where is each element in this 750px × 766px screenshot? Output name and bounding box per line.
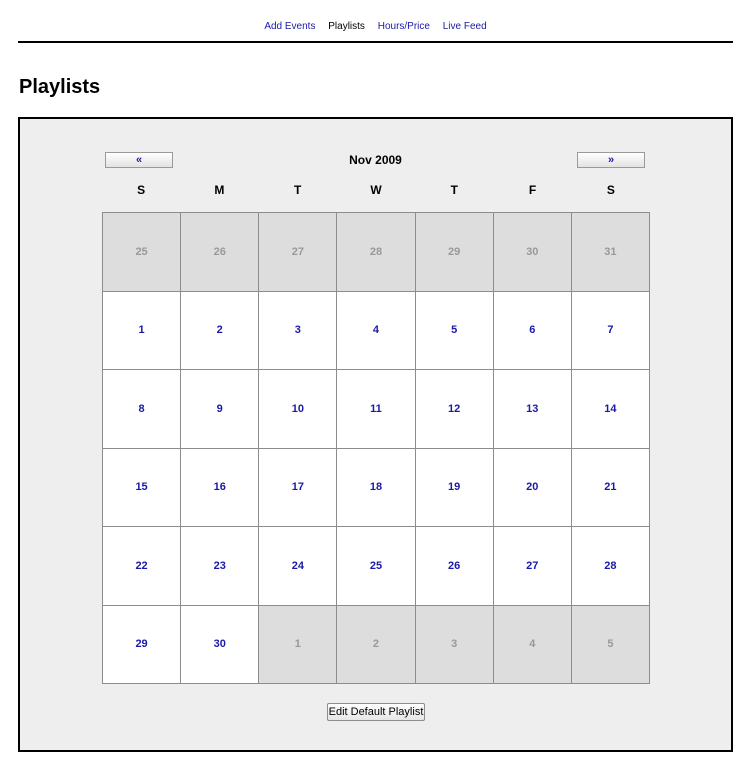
calendar-day-other-month: 1 bbox=[259, 606, 337, 685]
calendar-day[interactable]: 3 bbox=[259, 292, 337, 371]
calendar-day[interactable]: 23 bbox=[181, 527, 259, 606]
weekday-monday: M bbox=[214, 183, 225, 197]
calendar-day-other-month: 25 bbox=[103, 213, 181, 292]
calendar-day[interactable]: 4 bbox=[337, 292, 415, 371]
calendar-day[interactable]: 28 bbox=[572, 527, 650, 606]
calendar-day[interactable]: 16 bbox=[181, 449, 259, 528]
calendar-day[interactable]: 1 bbox=[103, 292, 181, 371]
calendar-grid bbox=[102, 212, 650, 684]
calendar-day[interactable]: 24 bbox=[259, 527, 337, 606]
nav-link-hours-price[interactable]: Hours/Price bbox=[377, 21, 430, 32]
calendar-panel bbox=[18, 117, 733, 752]
edit-default-playlist-button[interactable]: Edit Default Playlist bbox=[327, 703, 425, 721]
calendar-day[interactable]: 27 bbox=[494, 527, 572, 606]
calendar-day[interactable]: 11 bbox=[337, 370, 415, 449]
calendar-day-other-month: 2 bbox=[337, 606, 415, 685]
calendar-day[interactable]: 18 bbox=[337, 449, 415, 528]
weekday-wednesday: W bbox=[370, 183, 382, 197]
nav-links bbox=[18, 21, 733, 33]
weekday-saturday: S bbox=[606, 183, 615, 197]
calendar-day[interactable]: 7 bbox=[572, 292, 650, 371]
calendar-day[interactable]: 20 bbox=[494, 449, 572, 528]
weekday-friday: F bbox=[528, 183, 537, 197]
calendar-day-other-month: 3 bbox=[416, 606, 494, 685]
calendar-day-other-month: 30 bbox=[494, 213, 572, 292]
next-month-button[interactable]: » bbox=[577, 152, 645, 168]
calendar-day-other-month: 28 bbox=[337, 213, 415, 292]
calendar-day[interactable]: 29 bbox=[103, 606, 181, 685]
calendar-day[interactable]: 26 bbox=[416, 527, 494, 606]
calendar-day[interactable]: 22 bbox=[103, 527, 181, 606]
page-title: Playlists bbox=[19, 76, 101, 98]
calendar-day[interactable]: 19 bbox=[416, 449, 494, 528]
month-title: Nov 2009 bbox=[349, 153, 402, 167]
calendar-day[interactable]: 6 bbox=[494, 292, 572, 371]
weekday-sunday: S bbox=[137, 183, 146, 197]
top-navigation bbox=[18, 0, 733, 43]
weekday-thursday: T bbox=[450, 183, 458, 197]
calendar-day[interactable]: 13 bbox=[494, 370, 572, 449]
calendar-day[interactable]: 30 bbox=[181, 606, 259, 685]
nav-link-live-feed[interactable]: Live Feed bbox=[442, 21, 487, 32]
weekday-tuesday: T bbox=[294, 183, 302, 197]
nav-link-add-events[interactable]: Add Events bbox=[264, 21, 316, 32]
nav-link-playlists[interactable]: Playlists bbox=[328, 21, 365, 32]
calendar-day[interactable]: 14 bbox=[572, 370, 650, 449]
calendar-day-other-month: 31 bbox=[572, 213, 650, 292]
prev-month-button[interactable]: « bbox=[105, 152, 173, 168]
weekday-header bbox=[102, 183, 650, 197]
calendar-day[interactable]: 17 bbox=[259, 449, 337, 528]
calendar-day[interactable]: 9 bbox=[181, 370, 259, 449]
calendar-day[interactable]: 25 bbox=[337, 527, 415, 606]
calendar-day-other-month: 4 bbox=[494, 606, 572, 685]
calendar-day[interactable]: 10 bbox=[259, 370, 337, 449]
calendar-day-other-month: 29 bbox=[416, 213, 494, 292]
calendar-day-other-month: 5 bbox=[572, 606, 650, 685]
calendar-day-other-month: 27 bbox=[259, 213, 337, 292]
calendar-day-other-month: 26 bbox=[181, 213, 259, 292]
calendar-day[interactable]: 12 bbox=[416, 370, 494, 449]
calendar-day[interactable]: 21 bbox=[572, 449, 650, 528]
calendar-day[interactable]: 2 bbox=[181, 292, 259, 371]
calendar-day[interactable]: 15 bbox=[103, 449, 181, 528]
calendar-day[interactable]: 8 bbox=[103, 370, 181, 449]
calendar-day[interactable]: 5 bbox=[416, 292, 494, 371]
